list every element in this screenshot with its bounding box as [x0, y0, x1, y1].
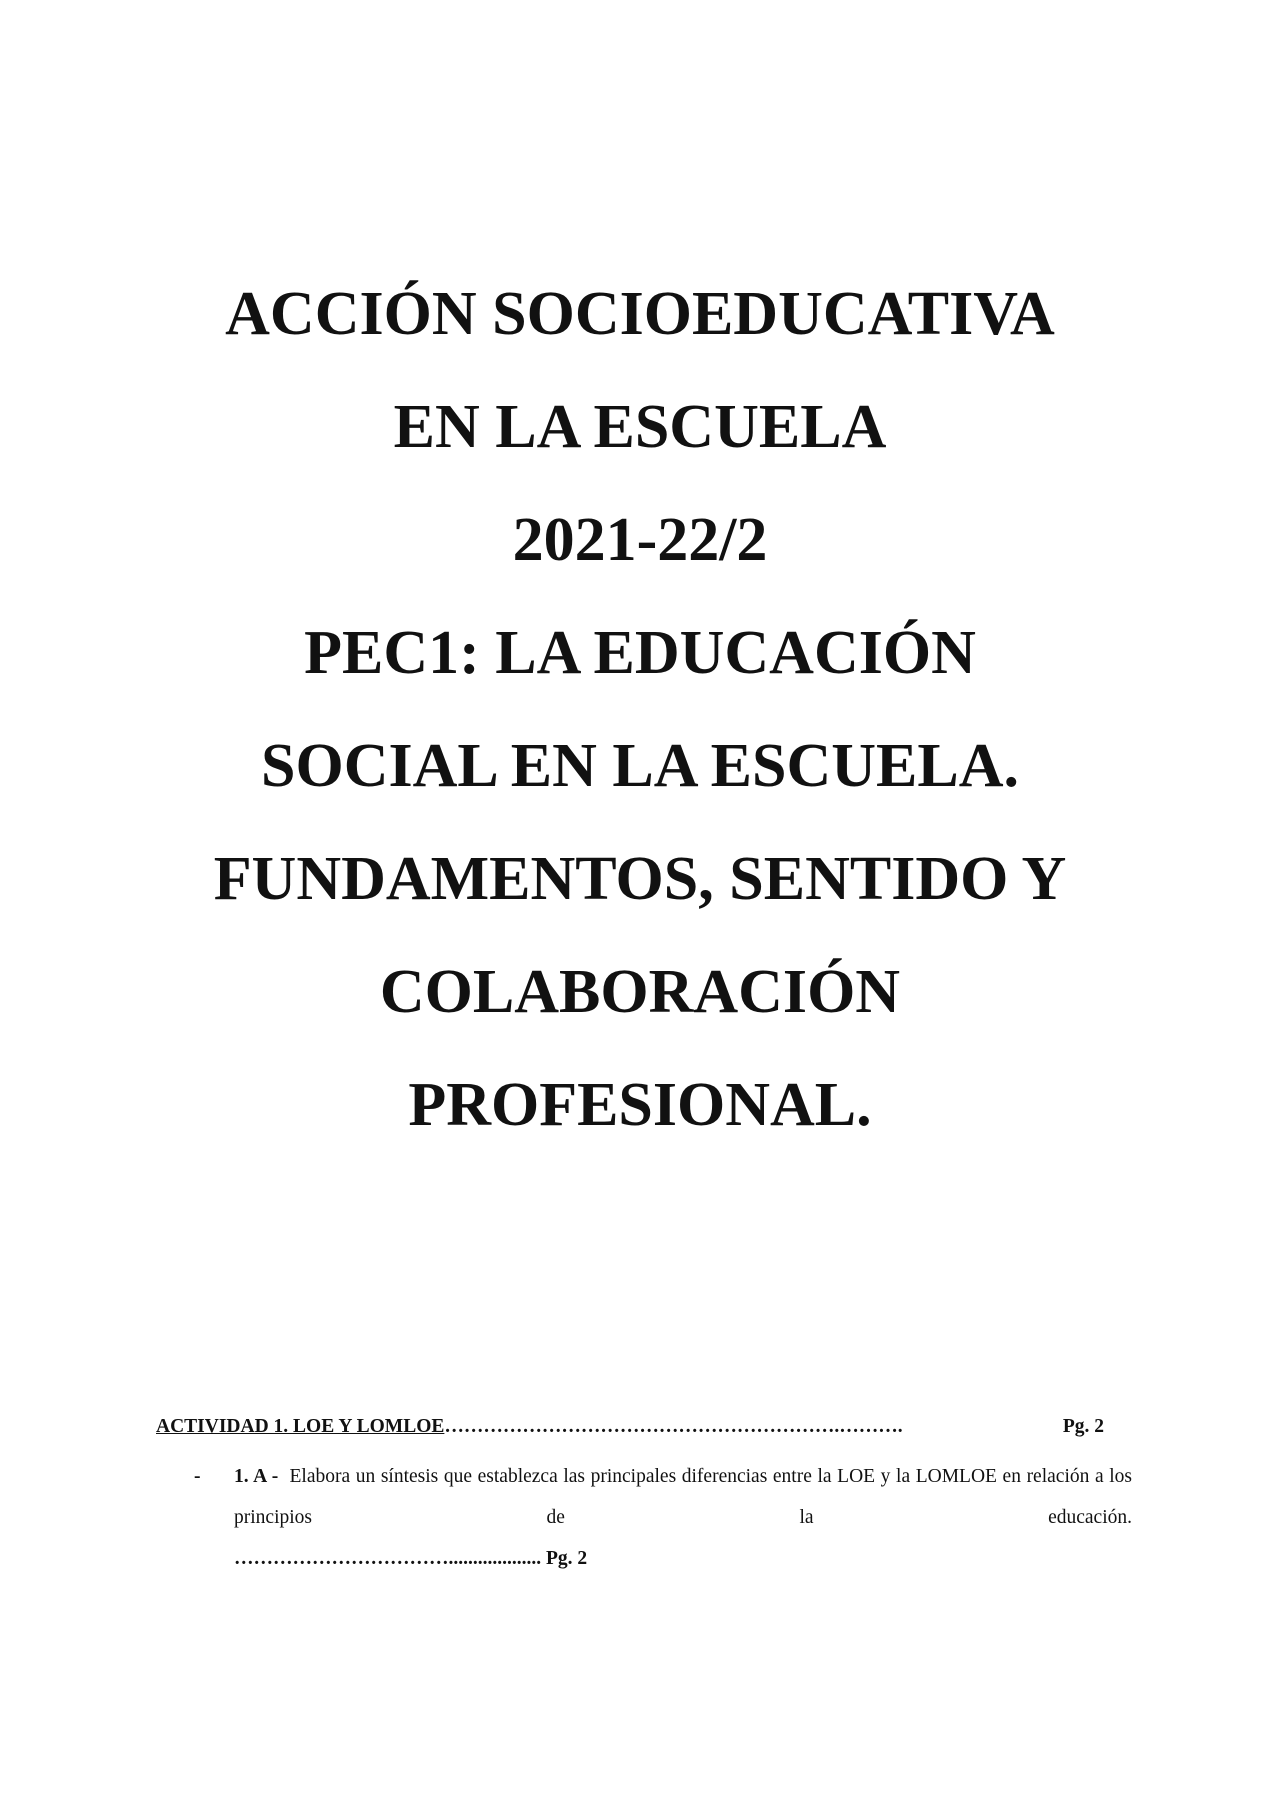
title-line: ACCIÓN SOCIOEDUCATIVA: [225, 280, 1055, 348]
toc-subitem-number: 1. A -: [234, 1466, 279, 1487]
document-title: [0, 258, 1280, 1162]
toc-page-number: Pg. 2: [546, 1548, 588, 1569]
title-line: PEC1: LA EDUCACIÓN: [304, 619, 976, 687]
title-line: PROFESIONAL.: [408, 1071, 872, 1139]
toc-subitem-description: Elabora un síntesis que establezca las principales diferencias entre la LOE y la LOMLOE en relación a los principios de la educación.: [234, 1466, 1132, 1528]
toc-heading-entry[interactable]: [156, 1416, 1132, 1446]
toc-bullet: -: [194, 1466, 201, 1487]
title-line: 2021-22/2: [512, 506, 768, 574]
toc-subitem[interactable]: [156, 1456, 1132, 1579]
toc-subitem-leader: [234, 1538, 1132, 1579]
toc-page-number: Pg. 2: [1062, 1416, 1104, 1437]
table-of-contents: [156, 1416, 1132, 1579]
title-line: FUNDAMENTOS, SENTIDO Y: [213, 845, 1067, 913]
toc-heading-label: ACTIVIDAD 1. LOE Y LOMLOE: [156, 1416, 445, 1437]
title-line: EN LA ESCUELA: [393, 393, 887, 461]
toc-leader-dots: ……………………………...................: [234, 1548, 542, 1569]
title-line: COLABORACIÓN: [379, 958, 901, 1026]
title-line: SOCIAL EN LA ESCUELA.: [260, 732, 1020, 800]
toc-leader-dots: …………………………………………………….……….: [444, 1416, 903, 1437]
toc-subitem-text: [234, 1456, 1132, 1538]
